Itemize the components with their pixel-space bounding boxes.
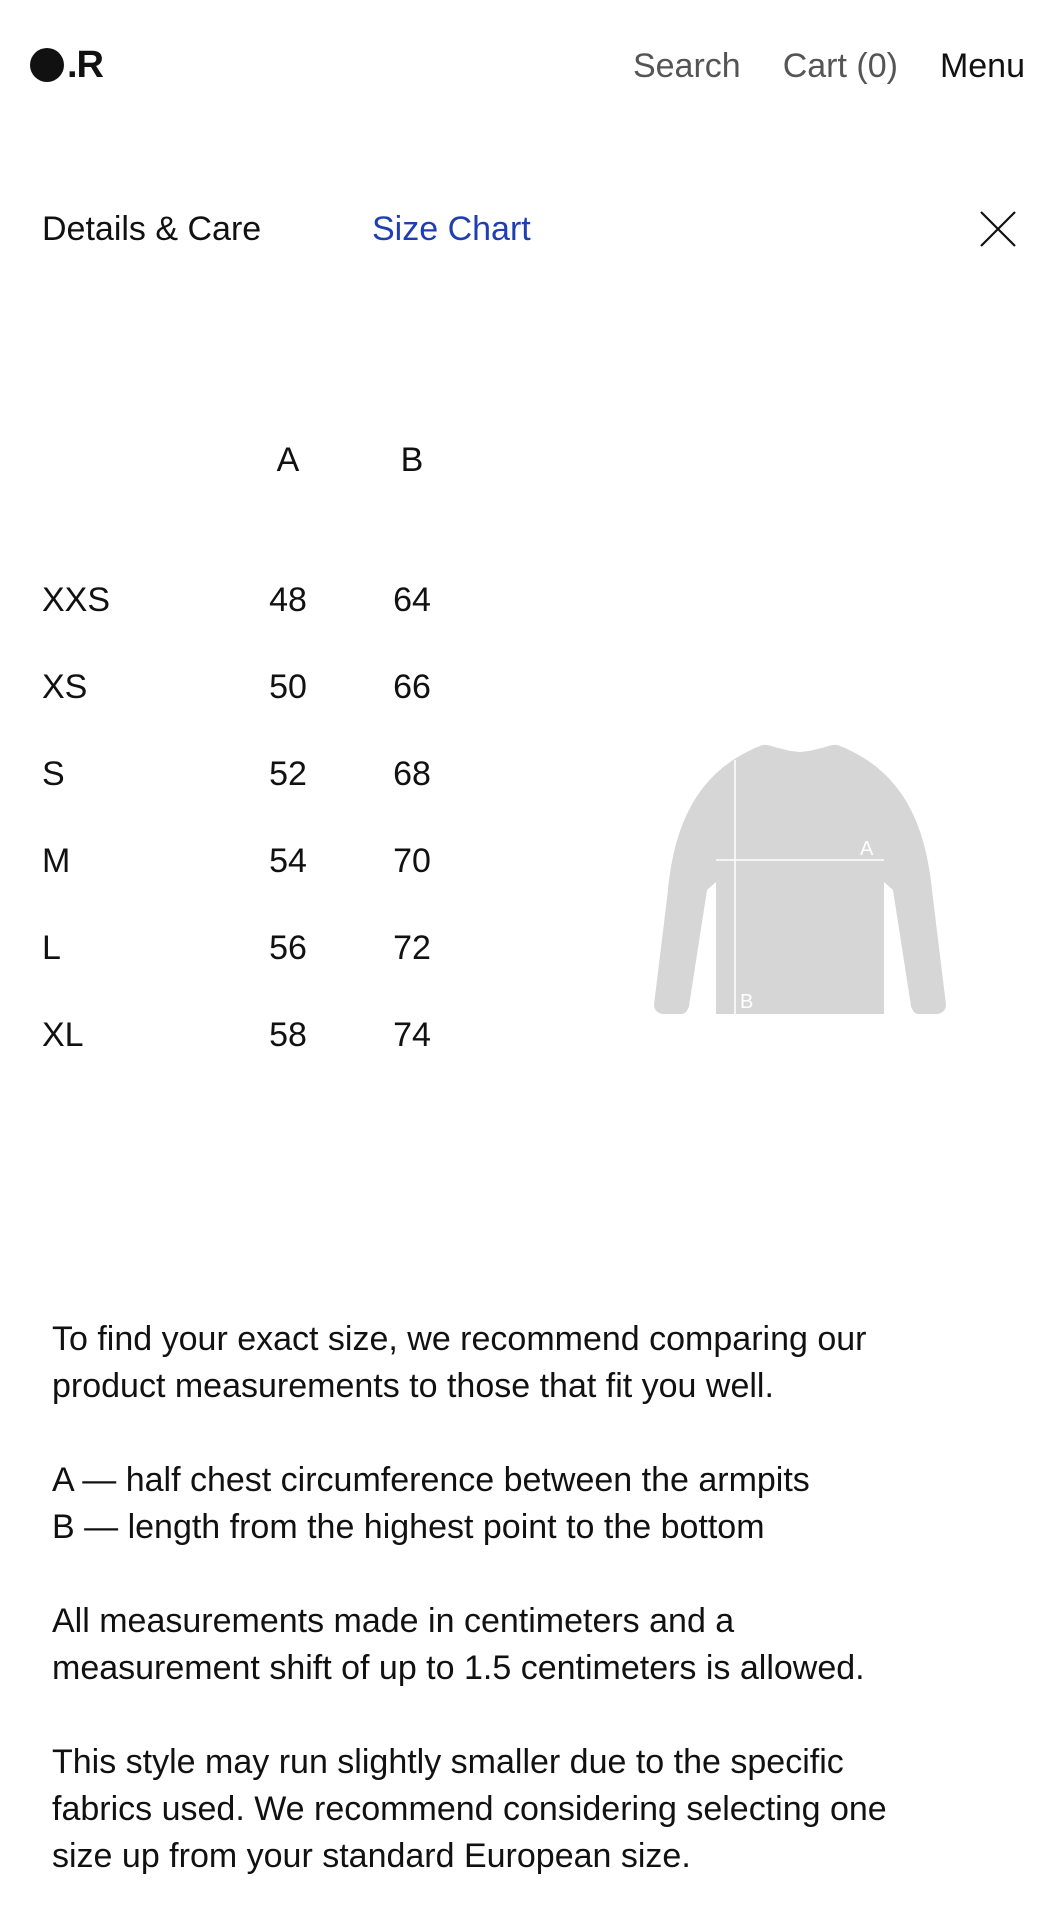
size-info-text — [52, 1316, 1012, 1880]
measurement-b: 70 — [393, 842, 431, 880]
info-line: fabrics used. We recommend considering selecting one — [52, 1790, 887, 1828]
info-line: All measurements made in centimeters and a — [52, 1602, 735, 1640]
search-link[interactable]: Search — [632, 47, 741, 85]
measure-label-b: B — [740, 991, 754, 1013]
info-paragraph-fit — [52, 1316, 1012, 1410]
size-label: L — [42, 929, 61, 967]
info-line: product measurements to those that fit you well. — [52, 1367, 774, 1405]
size-row — [42, 580, 462, 620]
size-label: XL — [42, 1016, 84, 1054]
product-info-tabs — [42, 207, 1022, 251]
info-line: size up from your standard European size. — [52, 1837, 691, 1875]
measurement-b: 68 — [393, 755, 431, 793]
info-line: To find your exact size, we recommend comparing our — [52, 1320, 867, 1358]
size-label: XXS — [42, 581, 111, 619]
size-row — [42, 667, 462, 707]
info-line: A — half chest circumference between the armpits — [52, 1461, 810, 1499]
info-line: measurement shift of up to 1.5 centimeters is allowed. — [52, 1649, 865, 1687]
measurement-a: 48 — [269, 581, 307, 619]
cart-link[interactable]: Cart (0) — [782, 47, 898, 85]
column-header-a: A — [276, 441, 300, 479]
measurement-a: 58 — [269, 1016, 307, 1054]
logo-dot-icon — [30, 48, 64, 82]
measurement-b: 66 — [393, 668, 431, 706]
close-icon[interactable] — [978, 209, 1018, 249]
info-line: B — length from the highest point to the bottom — [52, 1508, 765, 1546]
measurement-a: 54 — [269, 842, 307, 880]
measurement-a: 56 — [269, 929, 307, 967]
info-line: This style may run slightly smaller due to the specific — [52, 1743, 844, 1781]
size-row — [42, 841, 462, 881]
size-row — [42, 1015, 462, 1055]
measurement-a: 50 — [269, 668, 307, 706]
info-paragraph-fit-note — [52, 1739, 1012, 1880]
measure-label-a: A — [860, 838, 874, 860]
measurement-b: 72 — [393, 929, 431, 967]
info-paragraph-legend — [52, 1457, 1012, 1551]
size-label: M — [42, 842, 71, 880]
info-paragraph-units — [52, 1598, 1012, 1692]
menu-button[interactable]: Menu — [939, 47, 1025, 85]
logo-text: .R — [67, 44, 103, 86]
sweater-diagram — [650, 740, 950, 1015]
sweater-silhouette — [654, 745, 946, 1014]
size-label: XS — [42, 668, 88, 706]
logo[interactable] — [30, 46, 103, 84]
size-label: S — [42, 755, 65, 793]
tab-size-chart[interactable]: Size Chart — [372, 210, 531, 248]
column-header-b: B — [400, 441, 424, 479]
size-row — [42, 928, 462, 968]
tab-details-care[interactable]: Details & Care — [42, 210, 262, 248]
measurement-b: 64 — [393, 581, 431, 619]
measurement-a: 52 — [269, 755, 307, 793]
size-row — [42, 754, 462, 794]
site-header — [0, 0, 1053, 130]
top-nav — [591, 46, 1025, 86]
measurement-b: 74 — [393, 1016, 431, 1054]
